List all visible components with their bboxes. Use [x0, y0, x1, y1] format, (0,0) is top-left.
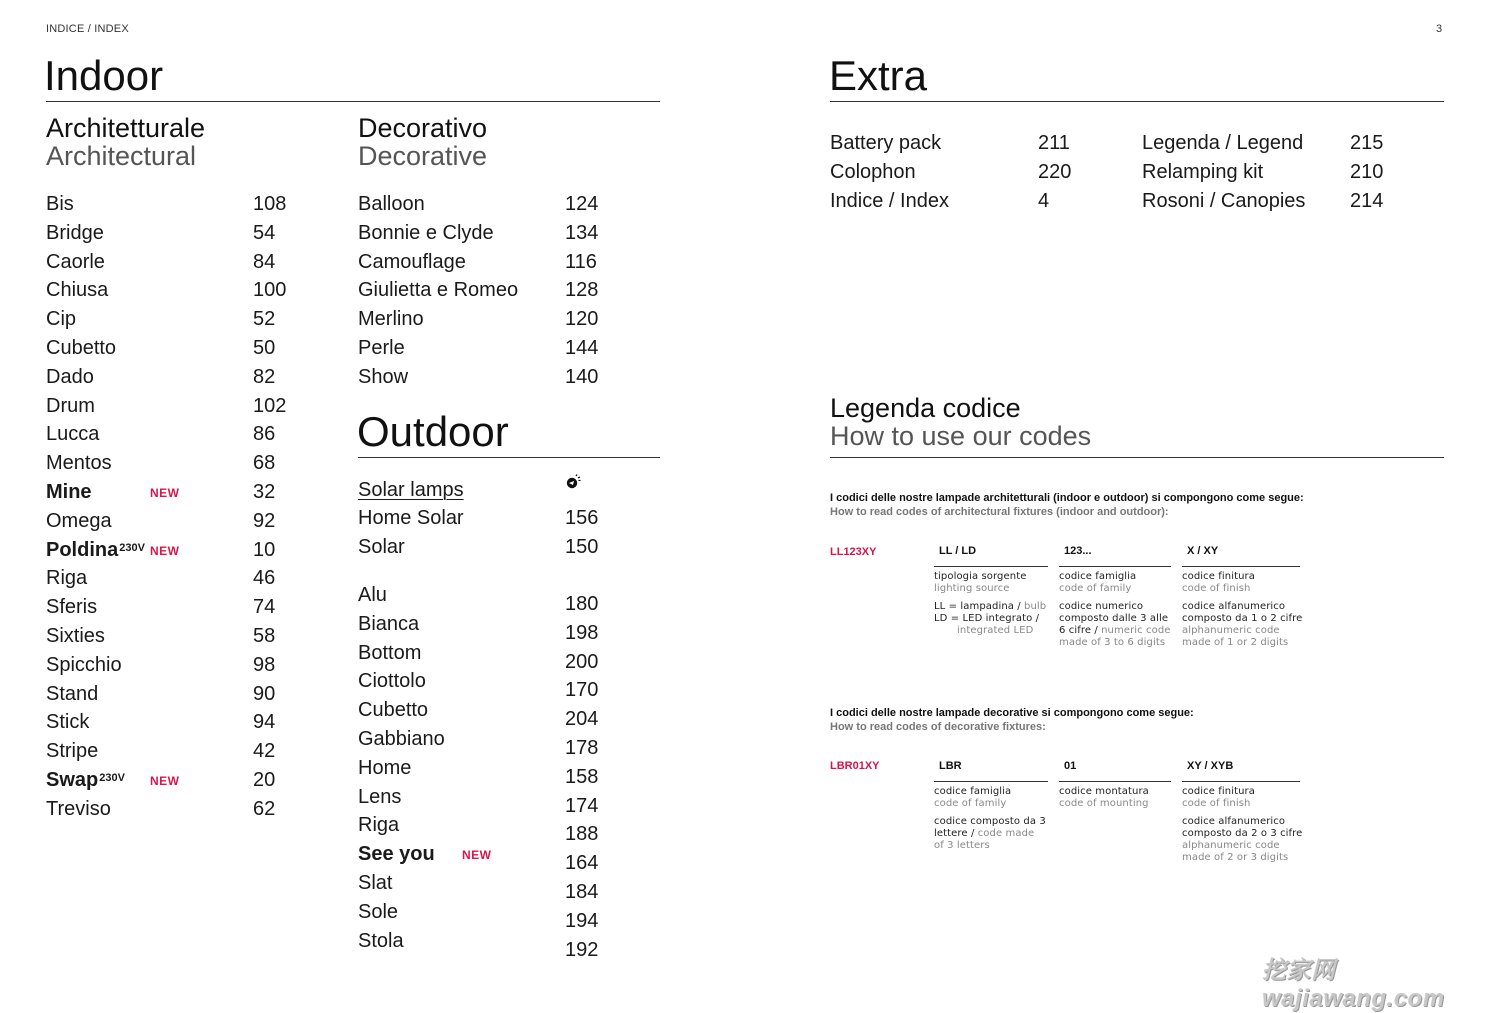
arch-desc-2-detail-en: numeric code made of 3 to 6 digits — [1059, 625, 1171, 648]
entry-page-number: 62 — [253, 797, 276, 820]
deco-code-head-2: 01 — [1064, 760, 1077, 772]
entry-name-text: Battery pack — [830, 132, 942, 154]
entry-name-text: Bridge — [46, 221, 104, 244]
index-entry — [46, 564, 296, 593]
index-entry — [46, 219, 296, 248]
entry-name — [358, 754, 411, 783]
entry-name-text: Spicchio — [46, 653, 122, 676]
index-entry — [46, 708, 296, 737]
entry-page-number: 174 — [565, 794, 599, 817]
extra-list-1 — [830, 129, 1090, 215]
arch-desc-2-it: codice famiglia — [1059, 571, 1137, 582]
index-entry — [1142, 129, 1402, 158]
entry-page-number: 86 — [253, 423, 276, 446]
arch-desc-3-detail-it: codice alfanumerico composto da 1 o 2 cifre — [1182, 601, 1303, 624]
entry-name-text: Giulietta e Romeo — [358, 279, 519, 302]
entry-name — [46, 593, 97, 622]
entry-page-number: 144 — [565, 336, 599, 359]
entry-name — [46, 680, 98, 709]
arch-desc-2-detail — [1059, 601, 1171, 649]
index-entry — [46, 363, 296, 392]
entry-name — [46, 363, 94, 392]
index-entry — [358, 219, 618, 248]
entry-page-number: 58 — [253, 624, 276, 647]
entry-name — [358, 667, 426, 696]
index-entry — [1142, 187, 1402, 216]
arch-code-head-1: LL / LD — [939, 545, 977, 557]
index-entry — [358, 927, 618, 961]
index-entry — [46, 680, 296, 709]
entry-page-number: 100 — [253, 279, 287, 302]
entry-page-number: 20 — [253, 768, 276, 791]
deco-desc-1-it: codice famiglia — [934, 786, 1012, 797]
entry-page-number: 156 — [565, 507, 599, 529]
deco-code-example: LBR01XY — [830, 760, 880, 772]
entry-name-text: Lucca — [46, 423, 100, 446]
entry-name — [358, 248, 466, 277]
entry-name-text: Riga — [358, 814, 400, 837]
index-entry — [358, 639, 618, 673]
entry-name-text: Indice / Index — [830, 189, 949, 212]
entry-name — [46, 564, 87, 593]
index-entry — [46, 766, 296, 795]
entry-name-text: Relamping kit — [1142, 160, 1264, 183]
entry-page-number: 184 — [565, 880, 599, 903]
arch-code-head-2: 123... — [1064, 545, 1092, 557]
new-badge: NEW — [150, 485, 180, 500]
index-entry — [46, 737, 296, 766]
index-entry — [46, 334, 296, 363]
entry-name — [358, 504, 464, 533]
entry-page-number: 50 — [253, 336, 276, 359]
entry-name-text: Drum — [46, 394, 95, 417]
arch-desc-3-en: code of finish — [1182, 583, 1251, 594]
entry-name — [46, 334, 116, 363]
index-entry — [46, 190, 296, 219]
arch-desc-3-detail-en: alphanumeric code made of 1 or 2 digits — [1182, 625, 1289, 648]
solar-sun-icon — [565, 474, 581, 495]
entry-page-number: 140 — [565, 365, 599, 388]
deco-code-desc-3 — [1182, 786, 1306, 864]
deco-code-head-3: XY / XYB — [1187, 760, 1234, 772]
entry-name — [358, 840, 435, 869]
indoor-title: Indoor — [44, 52, 164, 99]
entry-page-number: 211 — [1038, 132, 1070, 154]
legend-title-en: How to use our codes — [830, 421, 1092, 451]
entry-page-number: 215 — [1350, 132, 1384, 154]
entry-page-number: 4 — [1038, 189, 1050, 212]
arch-desc-1-ld: LD = LED integrato / — [934, 613, 1040, 624]
entry-name — [358, 190, 425, 219]
entry-name — [358, 898, 398, 927]
entry-name — [358, 927, 404, 956]
decorative-title-en: Decorative — [358, 141, 488, 171]
entry-name-text: Caorle — [46, 250, 105, 273]
entry-name — [46, 276, 108, 305]
index-entry — [358, 276, 618, 305]
arch-desc-1-ll — [934, 601, 1054, 613]
arch-code-intro — [830, 491, 1430, 519]
entry-name — [358, 276, 518, 305]
entry-page-number: 32 — [253, 480, 276, 503]
entry-name-text: Solar — [358, 535, 405, 558]
deco-desc-2-en: code of mounting — [1059, 798, 1149, 809]
deco-code-intro — [830, 706, 1430, 734]
deco-code-head-1: LBR — [939, 760, 962, 772]
arch-desc-1-it: tipologia sorgente — [934, 571, 1027, 582]
entry-name-text: Poldina — [46, 538, 119, 561]
index-entry — [358, 725, 618, 759]
entry-name-text: Cubetto — [46, 336, 117, 359]
arch-code-desc-2 — [1059, 571, 1171, 649]
entry-name-text: Sole — [358, 900, 399, 923]
index-entry — [46, 507, 296, 536]
entry-name-text: Show — [358, 365, 409, 388]
deco-desc-3-it: codice finitura — [1182, 786, 1255, 797]
entry-page-number: 164 — [565, 852, 599, 875]
entry-page-number: 98 — [253, 653, 276, 676]
entry-name — [358, 725, 445, 754]
index-entry — [1142, 158, 1402, 187]
entry-name-text: Stola — [358, 929, 404, 952]
arch-code-desc-1 — [934, 571, 1054, 637]
indoor-rule — [46, 101, 660, 102]
extra-title: Extra — [829, 52, 928, 99]
deco-desc-2-it: codice montatura — [1059, 786, 1149, 797]
entry-name — [358, 783, 401, 812]
entry-page-number: 170 — [565, 679, 599, 702]
entry-name — [46, 190, 74, 219]
index-entry — [46, 392, 296, 421]
entry-page-number: 198 — [565, 621, 599, 644]
entry-name-text: Gabbiano — [358, 727, 445, 750]
entry-name — [46, 420, 99, 449]
entry-page-number: 128 — [565, 279, 599, 302]
outdoor-title: Outdoor — [357, 408, 509, 455]
index-entry — [358, 248, 618, 277]
index-entry — [46, 248, 296, 277]
decorative-heading — [358, 114, 487, 170]
architectural-heading — [46, 114, 205, 170]
entry-page-number: 68 — [253, 452, 276, 475]
entry-name — [46, 651, 122, 680]
new-badge: NEW — [150, 543, 180, 558]
entry-page-number: 116 — [565, 250, 597, 273]
arch-intro-en: How to read codes of architectural fixtures (indoor and outdoor): — [830, 506, 1169, 518]
entry-name-text: Legenda / Legend — [1142, 132, 1304, 154]
deco-code-desc-1 — [934, 786, 1046, 852]
index-entry — [358, 305, 618, 334]
entry-name-text: Sferis — [46, 596, 98, 619]
entry-name — [358, 334, 405, 363]
entry-page-number: 108 — [253, 193, 287, 215]
extra-rule — [830, 101, 1444, 102]
entry-name-text: Omega — [46, 509, 112, 532]
entry-page-number: 214 — [1350, 189, 1384, 212]
entry-name — [46, 795, 111, 824]
entry-page-number: 42 — [253, 740, 276, 763]
entry-page-number: 94 — [253, 711, 276, 734]
entry-page-number: 204 — [565, 708, 599, 731]
section-label: INDICE / INDEX — [46, 23, 129, 35]
entry-name-text: Cubetto — [358, 699, 429, 722]
arch-desc-1-en: lighting source — [934, 583, 1010, 594]
index-entry — [46, 795, 296, 824]
entry-name — [46, 507, 112, 536]
deco-code-rule-3 — [1182, 781, 1300, 782]
index-entry — [46, 276, 296, 305]
index-entry — [358, 363, 618, 392]
entry-name-text: Mentos — [46, 452, 112, 475]
entry-name — [46, 766, 125, 795]
decorative-list — [358, 190, 618, 392]
entry-name — [46, 248, 105, 277]
entry-name — [358, 581, 387, 610]
arch-desc-1-ld-en: integrated LED — [957, 625, 1034, 636]
entry-name — [358, 219, 494, 248]
entry-page-number: 178 — [565, 736, 599, 759]
entry-name — [1142, 158, 1263, 187]
entry-name-text: Merlino — [358, 308, 424, 331]
entry-page-number: 54 — [253, 221, 276, 244]
entry-page-number: 46 — [253, 567, 276, 590]
index-entry — [358, 533, 618, 562]
index-entry — [358, 696, 618, 731]
page-number: 3 — [1436, 23, 1443, 35]
entry-name-text: Swap — [46, 768, 99, 791]
entry-name-text: Sixties — [46, 624, 105, 647]
arch-desc-2-detail-it: codice numerico composto dalle 3 alle 6 cifre / — [1059, 601, 1169, 636]
index-entry — [830, 187, 1090, 216]
entry-name — [46, 708, 89, 737]
index-entry — [830, 129, 1090, 158]
entry-page-number: 158 — [565, 765, 599, 788]
legend-rule — [830, 457, 1444, 458]
index-entry — [358, 334, 618, 363]
entry-voltage: 230V — [99, 771, 125, 784]
entry-name — [830, 158, 916, 187]
entry-name-text: Stand — [46, 682, 99, 705]
entry-page-number: 210 — [1350, 160, 1384, 183]
entry-page-number: 84 — [253, 250, 276, 273]
entry-name — [46, 536, 145, 565]
entry-page-number: 102 — [253, 394, 287, 417]
entry-name — [1142, 129, 1303, 158]
entry-voltage: 230V — [119, 541, 145, 554]
arch-desc-2-en: code of family — [1059, 583, 1132, 594]
entry-name — [1142, 187, 1305, 216]
entry-name-text: Bianca — [358, 612, 420, 635]
entry-name-text: Lens — [358, 785, 402, 808]
entry-page-number: 52 — [253, 308, 276, 331]
architectural-list — [46, 190, 296, 824]
entry-name-text: Ciottolo — [358, 670, 426, 693]
arch-code-head-3: X / XY — [1187, 545, 1219, 557]
index-entry — [358, 504, 618, 533]
arch-code-rule-3 — [1182, 566, 1300, 567]
decorative-title-it: Decorativo — [358, 113, 488, 143]
entry-name-text: Slat — [358, 871, 393, 894]
entry-page-number: 90 — [253, 682, 276, 705]
entry-name — [358, 363, 408, 392]
entry-name — [358, 696, 428, 725]
solar-heading-row — [358, 476, 618, 504]
arch-code-desc-3 — [1182, 571, 1306, 649]
solar-list — [358, 504, 618, 562]
entry-name — [46, 219, 104, 248]
deco-desc-3-detail-en: alphanumeric code made of 2 or 3 digits — [1182, 840, 1289, 863]
index-entry — [358, 667, 618, 702]
entry-name-text: Camouflage — [358, 250, 466, 273]
index-entry — [358, 898, 618, 932]
arch-code-rule-2 — [1059, 566, 1171, 567]
deco-desc-1-detail-en: code made of 3 letters — [934, 828, 1035, 851]
entry-name — [358, 533, 405, 562]
entry-page-number: 200 — [565, 650, 599, 673]
entry-page-number: 124 — [565, 193, 599, 215]
deco-desc-1-detail — [934, 816, 1046, 852]
entry-name-text: Treviso — [46, 797, 111, 820]
entry-name — [46, 737, 98, 766]
architectural-title-it: Architetturale — [46, 113, 206, 143]
deco-code-rule-2 — [1059, 781, 1171, 782]
watermark: 挖家网 wajiawang.com — [1262, 957, 1445, 1012]
entry-name-text: Bottom — [358, 641, 422, 664]
architectural-title-en: Architectural — [46, 141, 197, 171]
entry-name — [358, 811, 399, 840]
entry-name-text: See you — [358, 843, 435, 866]
entry-page-number: 74 — [253, 596, 276, 619]
entry-page-number: 188 — [565, 823, 599, 846]
entry-page-number: 92 — [253, 509, 276, 532]
extra-list-2 — [1142, 129, 1402, 215]
arch-desc-ll-en: bulb — [1024, 601, 1047, 612]
entry-page-number: 10 — [253, 538, 276, 561]
entry-page-number: 82 — [253, 365, 276, 388]
entry-name-text: Stick — [46, 711, 90, 734]
entry-page-number: 180 — [565, 593, 599, 615]
entry-name-text: Chiusa — [46, 279, 109, 302]
deco-intro-it: I codici delle nostre lampade decorative si compongono come segue: — [830, 707, 1194, 719]
deco-desc-3-en: code of finish — [1182, 798, 1251, 809]
deco-desc-3-detail-it: codice alfanumerico composto da 2 o 3 cifre — [1182, 816, 1303, 839]
entry-name-text: Home Solar — [358, 507, 464, 529]
entry-name-text: Dado — [46, 365, 94, 388]
index-entry — [358, 610, 618, 644]
index-entry — [358, 581, 618, 615]
entry-name — [358, 305, 424, 334]
arch-desc-ll-it: LL = lampadina / — [934, 601, 1025, 612]
entry-name-text: Cip — [46, 308, 77, 331]
entry-name-text: Colophon — [830, 160, 916, 183]
legend-title-it: Legenda codice — [830, 393, 1021, 423]
entry-name — [46, 622, 105, 651]
solar-lamps-heading: Solar lamps — [358, 479, 464, 501]
legend-heading — [830, 394, 1091, 450]
index-entry — [358, 840, 618, 875]
index-entry — [46, 536, 296, 565]
entry-page-number: 150 — [565, 535, 599, 558]
entry-name — [46, 478, 92, 507]
entry-name — [46, 392, 95, 421]
entry-name-text: Bonnie e Clyde — [358, 221, 494, 244]
entry-name — [358, 639, 421, 668]
index-entry — [358, 869, 618, 903]
outdoor-list — [358, 581, 618, 961]
index-entry — [358, 783, 618, 817]
index-entry — [46, 593, 296, 622]
arch-intro-it: I codici delle nostre lampade architetturali (indoor e outdoor) si compongono come segue: — [830, 492, 1304, 504]
outdoor-rule — [358, 457, 660, 458]
deco-code-rule-1 — [934, 781, 1048, 782]
entry-name-text: Rosoni / Canopies — [1142, 189, 1306, 212]
index-entry — [358, 811, 618, 846]
entry-name-text: Alu — [358, 584, 387, 606]
entry-name-text: Mine — [46, 480, 92, 503]
entry-name — [830, 187, 949, 216]
entry-name-text: Riga — [46, 567, 88, 590]
deco-code-desc-2 — [1059, 786, 1171, 810]
entry-name — [358, 610, 419, 639]
deco-desc-1-detail-it: codice composto da 3 lettere / — [934, 816, 1046, 839]
arch-code-rule-1 — [934, 566, 1048, 567]
new-badge: NEW — [462, 848, 492, 863]
index-entry — [46, 478, 296, 507]
index-entry — [46, 305, 296, 334]
entry-page-number: 192 — [565, 938, 599, 961]
deco-desc-1-en: code of family — [934, 798, 1007, 809]
entry-name-text: Stripe — [46, 740, 99, 763]
index-entry — [830, 158, 1090, 187]
index-entry — [358, 190, 618, 219]
new-badge: NEW — [150, 773, 180, 788]
index-entry — [358, 754, 618, 788]
index-entry — [46, 420, 296, 449]
entry-name — [830, 129, 941, 158]
arch-desc-3-it: codice finitura — [1182, 571, 1255, 582]
entry-name — [358, 869, 392, 898]
entry-page-number: 220 — [1038, 160, 1072, 183]
index-entry — [46, 449, 296, 478]
entry-page-number: 134 — [565, 221, 599, 244]
entry-name-text: Bis — [46, 193, 74, 215]
entry-name — [46, 449, 112, 478]
entry-name-text: Home — [358, 756, 412, 779]
entry-name-text: Perle — [358, 336, 405, 359]
deco-intro-en: How to read codes of decorative fixtures: — [830, 721, 1046, 733]
index-entry — [46, 622, 296, 651]
entry-page-number: 120 — [565, 308, 599, 331]
index-entry — [46, 651, 296, 680]
arch-code-example: LL123XY — [830, 546, 877, 558]
entry-name — [46, 305, 76, 334]
entry-page-number: 194 — [565, 909, 599, 932]
entry-name-text: Balloon — [358, 193, 425, 215]
